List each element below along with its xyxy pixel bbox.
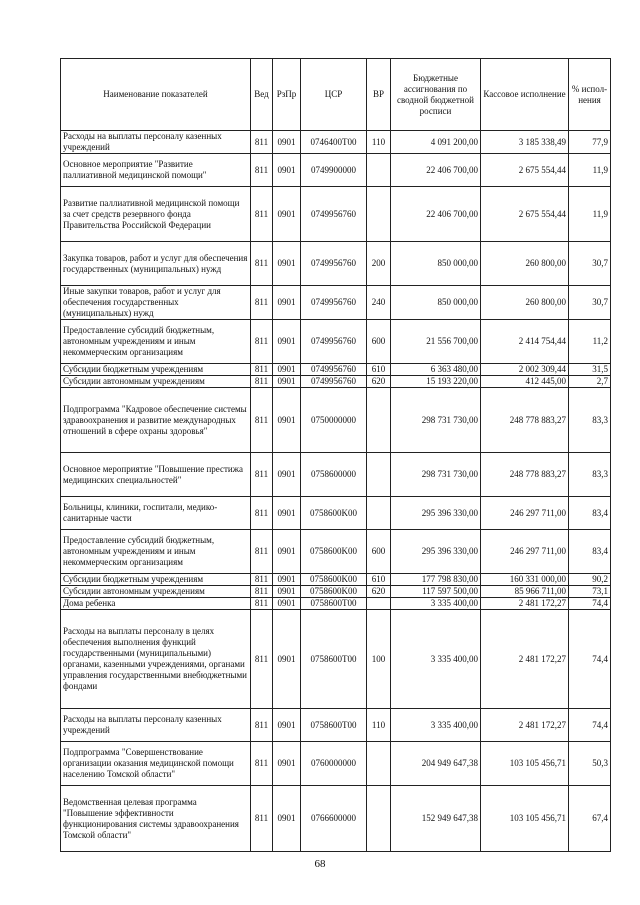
row-section-cell: 0901 — [273, 131, 301, 154]
row-execution-percent-cell: 11,2 — [569, 320, 611, 364]
row-cash-execution-cell: 246 297 711,00 — [481, 497, 569, 530]
row-section-cell: 0901 — [273, 187, 301, 242]
row-cash-execution-cell: 246 297 711,00 — [481, 530, 569, 574]
table-row — [61, 242, 611, 286]
row-target-article-cell: 0746400T00 — [301, 131, 367, 154]
row-target-article-cell: 0760000000 — [301, 742, 367, 786]
table-row — [61, 286, 611, 320]
row-execution-percent-cell: 83,4 — [569, 497, 611, 530]
row-expense-type-cell: 600 — [367, 320, 391, 364]
row-department-cell: 811 — [251, 586, 273, 598]
row-execution-percent-cell: 83,3 — [569, 453, 611, 497]
row-expense-type-cell — [367, 154, 391, 187]
row-expense-type-cell: 620 — [367, 586, 391, 598]
row-target-article-cell: 0749956760 — [301, 320, 367, 364]
row-cash-execution-cell: 85 966 711,00 — [481, 586, 569, 598]
row-expense-type-cell: 240 — [367, 286, 391, 320]
row-cash-execution-cell: 260 800,00 — [481, 286, 569, 320]
row-department-cell: 811 — [251, 610, 273, 709]
row-execution-percent-cell: 11,9 — [569, 187, 611, 242]
row-cash-execution-cell: 160 331 000,00 — [481, 574, 569, 586]
row-target-article-cell: 0758600K00 — [301, 574, 367, 586]
row-department-cell: 811 — [251, 742, 273, 786]
table-row — [61, 388, 611, 453]
header-expense-type: ВР — [367, 59, 391, 131]
table-row — [61, 453, 611, 497]
row-execution-percent-cell: 11,9 — [569, 154, 611, 187]
row-expense-type-cell — [367, 742, 391, 786]
row-execution-percent-cell: 2,7 — [569, 376, 611, 388]
row-target-article-cell: 0749956760 — [301, 376, 367, 388]
row-execution-percent-cell: 67,4 — [569, 786, 611, 852]
row-target-article-cell: 0750000000 — [301, 388, 367, 453]
row-department-cell: 811 — [251, 598, 273, 610]
table-row — [61, 530, 611, 574]
table-row — [61, 497, 611, 530]
row-execution-percent-cell: 90,2 — [569, 574, 611, 586]
row-department-cell: 811 — [251, 376, 273, 388]
row-budget-allocation-cell: 3 335 400,00 — [391, 610, 481, 709]
row-budget-allocation-cell: 177 798 830,00 — [391, 574, 481, 586]
row-section-cell: 0901 — [273, 586, 301, 598]
row-section-cell: 0901 — [273, 242, 301, 286]
row-target-article-cell: 0758600T00 — [301, 598, 367, 610]
row-section-cell: 0901 — [273, 574, 301, 586]
header-cash-execution: Кассовое исполнение — [481, 59, 569, 131]
row-cash-execution-cell: 2 481 172,27 — [481, 709, 569, 742]
row-expense-type-cell: 610 — [367, 364, 391, 376]
row-budget-allocation-cell: 152 949 647,38 — [391, 786, 481, 852]
row-target-article-cell: 0758600000 — [301, 453, 367, 497]
row-execution-percent-cell: 83,4 — [569, 530, 611, 574]
row-execution-percent-cell: 83,3 — [569, 388, 611, 453]
row-target-article-cell: 0749956760 — [301, 286, 367, 320]
table-body — [61, 131, 611, 852]
row-section-cell: 0901 — [273, 388, 301, 453]
row-department-cell: 811 — [251, 131, 273, 154]
table-row — [61, 574, 611, 586]
row-department-cell: 811 — [251, 242, 273, 286]
row-department-cell: 811 — [251, 388, 273, 453]
row-cash-execution-cell: 248 778 883,27 — [481, 453, 569, 497]
row-budget-allocation-cell: 3 335 400,00 — [391, 598, 481, 610]
row-department-cell: 811 — [251, 574, 273, 586]
row-section-cell: 0901 — [273, 530, 301, 574]
row-budget-allocation-cell: 204 949 647,38 — [391, 742, 481, 786]
row-name-cell: Закупка товаров, работ и услуг для обеспечения государственных (муниципальных) нужд — [61, 242, 251, 286]
table-row — [61, 376, 611, 388]
row-department-cell: 811 — [251, 154, 273, 187]
header-budget-allocation: Бюджетные ассигнования по сводной бюджетной росписи — [391, 59, 481, 131]
row-execution-percent-cell: 30,7 — [569, 242, 611, 286]
row-department-cell: 811 — [251, 530, 273, 574]
row-name-cell: Иные закупки товаров, работ и услуг для обеспечения государственных (муниципальных) нужд — [61, 286, 251, 320]
row-budget-allocation-cell: 298 731 730,00 — [391, 453, 481, 497]
row-name-cell: Расходы на выплаты персоналу в целях обеспечения выполнения функций государственными (муниципальными) органами, казенными учреждениями, органами управления государственными внебюджетными фондами — [61, 610, 251, 709]
row-section-cell: 0901 — [273, 742, 301, 786]
row-expense-type-cell — [367, 598, 391, 610]
table-row — [61, 786, 611, 852]
row-target-article-cell: 0766600000 — [301, 786, 367, 852]
row-budget-allocation-cell: 21 556 700,00 — [391, 320, 481, 364]
row-name-cell: Расходы на выплаты персоналу казенных учреждений — [61, 131, 251, 154]
row-cash-execution-cell: 248 778 883,27 — [481, 388, 569, 453]
row-expense-type-cell: 100 — [367, 610, 391, 709]
row-budget-allocation-cell: 22 406 700,00 — [391, 187, 481, 242]
row-target-article-cell: 0758600K00 — [301, 586, 367, 598]
row-execution-percent-cell: 30,7 — [569, 286, 611, 320]
row-target-article-cell: 0749956760 — [301, 187, 367, 242]
row-name-cell: Основное мероприятие "Повышение престижа медицинских специальностей" — [61, 453, 251, 497]
row-section-cell: 0901 — [273, 610, 301, 709]
row-execution-percent-cell: 50,3 — [569, 742, 611, 786]
table-row — [61, 610, 611, 709]
row-section-cell: 0901 — [273, 154, 301, 187]
row-cash-execution-cell: 2 414 754,44 — [481, 320, 569, 364]
row-expense-type-cell — [367, 388, 391, 453]
row-name-cell: Ведомственная целевая программа "Повышение эффективности функционирования системы здравоохранения Томской области" — [61, 786, 251, 852]
row-cash-execution-cell: 3 185 338,49 — [481, 131, 569, 154]
row-section-cell: 0901 — [273, 376, 301, 388]
row-department-cell: 811 — [251, 786, 273, 852]
row-name-cell: Предоставление субсидий бюджетным, автономным учреждениям и иным некоммерческим организациям — [61, 320, 251, 364]
row-expense-type-cell — [367, 786, 391, 852]
row-target-article-cell: 0749956760 — [301, 364, 367, 376]
row-name-cell: Предоставление субсидий бюджетным, автономным учреждениям и иным некоммерческим организациям — [61, 530, 251, 574]
row-cash-execution-cell: 103 105 456,71 — [481, 786, 569, 852]
budget-execution-table — [60, 58, 611, 852]
row-execution-percent-cell: 74,4 — [569, 610, 611, 709]
row-budget-allocation-cell: 295 396 330,00 — [391, 497, 481, 530]
table-row — [61, 709, 611, 742]
table-row — [61, 131, 611, 154]
table-row — [61, 320, 611, 364]
row-target-article-cell: 0749900000 — [301, 154, 367, 187]
row-section-cell: 0901 — [273, 598, 301, 610]
row-department-cell: 811 — [251, 453, 273, 497]
row-name-cell: Подпрограмма "Кадровое обеспечение системы здравоохранения и развитие международных отношений в сфере охраны здоровья" — [61, 388, 251, 453]
row-department-cell: 811 — [251, 364, 273, 376]
row-section-cell: 0901 — [273, 453, 301, 497]
table-row — [61, 154, 611, 187]
row-execution-percent-cell: 74,4 — [569, 709, 611, 742]
row-department-cell: 811 — [251, 497, 273, 530]
row-expense-type-cell: 600 — [367, 530, 391, 574]
row-name-cell: Субсидии бюджетным учреждениям — [61, 364, 251, 376]
row-department-cell: 811 — [251, 187, 273, 242]
table-row — [61, 187, 611, 242]
row-name-cell: Развитие паллиативной медицинской помощи за счет средств резервного фонда Правительства Российской Федерации — [61, 187, 251, 242]
row-name-cell: Дома ребенка — [61, 598, 251, 610]
row-expense-type-cell: 610 — [367, 574, 391, 586]
row-name-cell: Основное мероприятие "Развитие паллиативной медицинской помощи" — [61, 154, 251, 187]
table-row — [61, 364, 611, 376]
row-execution-percent-cell: 74,4 — [569, 598, 611, 610]
row-budget-allocation-cell: 15 193 220,00 — [391, 376, 481, 388]
row-target-article-cell: 0758600K00 — [301, 497, 367, 530]
row-name-cell: Подпрограмма "Совершенствование организации оказания медицинской помощи населению Томской области" — [61, 742, 251, 786]
row-name-cell: Субсидии бюджетным учреждениям — [61, 574, 251, 586]
row-section-cell: 0901 — [273, 320, 301, 364]
row-department-cell: 811 — [251, 320, 273, 364]
row-name-cell: Больницы, клиники, госпитали, медико-санитарные части — [61, 497, 251, 530]
header-section: РзПр — [273, 59, 301, 131]
row-budget-allocation-cell: 295 396 330,00 — [391, 530, 481, 574]
row-cash-execution-cell: 2 002 309,44 — [481, 364, 569, 376]
table-row — [61, 586, 611, 598]
row-budget-allocation-cell: 6 363 480,00 — [391, 364, 481, 376]
row-budget-allocation-cell: 298 731 730,00 — [391, 388, 481, 453]
table-header-row — [61, 59, 611, 131]
row-budget-allocation-cell: 850 000,00 — [391, 242, 481, 286]
row-cash-execution-cell: 260 800,00 — [481, 242, 569, 286]
row-section-cell: 0901 — [273, 286, 301, 320]
row-expense-type-cell — [367, 453, 391, 497]
row-target-article-cell: 0758600T00 — [301, 610, 367, 709]
row-expense-type-cell: 200 — [367, 242, 391, 286]
header-indicator-name: Наименование показателей — [61, 59, 251, 131]
row-department-cell: 811 — [251, 286, 273, 320]
row-execution-percent-cell: 77,9 — [569, 131, 611, 154]
row-expense-type-cell — [367, 187, 391, 242]
row-cash-execution-cell: 2 675 554,44 — [481, 154, 569, 187]
header-execution-percent: % испол- нения — [569, 59, 611, 131]
table-row — [61, 742, 611, 786]
row-cash-execution-cell: 2 481 172,27 — [481, 598, 569, 610]
row-budget-allocation-cell: 850 000,00 — [391, 286, 481, 320]
row-cash-execution-cell: 103 105 456,71 — [481, 742, 569, 786]
row-budget-allocation-cell: 4 091 200,00 — [391, 131, 481, 154]
row-expense-type-cell — [367, 497, 391, 530]
row-budget-allocation-cell: 3 335 400,00 — [391, 709, 481, 742]
row-target-article-cell: 0749956760 — [301, 242, 367, 286]
row-section-cell: 0901 — [273, 364, 301, 376]
row-budget-allocation-cell: 117 597 500,00 — [391, 586, 481, 598]
row-section-cell: 0901 — [273, 497, 301, 530]
row-name-cell: Субсидии автономным учреждениям — [61, 586, 251, 598]
header-department: Вед — [251, 59, 273, 131]
row-budget-allocation-cell: 22 406 700,00 — [391, 154, 481, 187]
row-cash-execution-cell: 2 675 554,44 — [481, 187, 569, 242]
row-target-article-cell: 0758600T00 — [301, 709, 367, 742]
row-cash-execution-cell: 2 481 172,27 — [481, 610, 569, 709]
header-target-article: ЦСР — [301, 59, 367, 131]
row-cash-execution-cell: 412 445,00 — [481, 376, 569, 388]
row-section-cell: 0901 — [273, 709, 301, 742]
table-row — [61, 598, 611, 610]
page-number: 68 — [314, 858, 326, 870]
row-execution-percent-cell: 31,5 — [569, 364, 611, 376]
row-expense-type-cell: 110 — [367, 709, 391, 742]
row-section-cell: 0901 — [273, 786, 301, 852]
row-department-cell: 811 — [251, 709, 273, 742]
row-expense-type-cell: 620 — [367, 376, 391, 388]
row-execution-percent-cell: 73,1 — [569, 586, 611, 598]
row-name-cell: Субсидии автономным учреждениям — [61, 376, 251, 388]
row-expense-type-cell: 110 — [367, 131, 391, 154]
row-name-cell: Расходы на выплаты персоналу казенных учреждений — [61, 709, 251, 742]
row-target-article-cell: 0758600K00 — [301, 530, 367, 574]
